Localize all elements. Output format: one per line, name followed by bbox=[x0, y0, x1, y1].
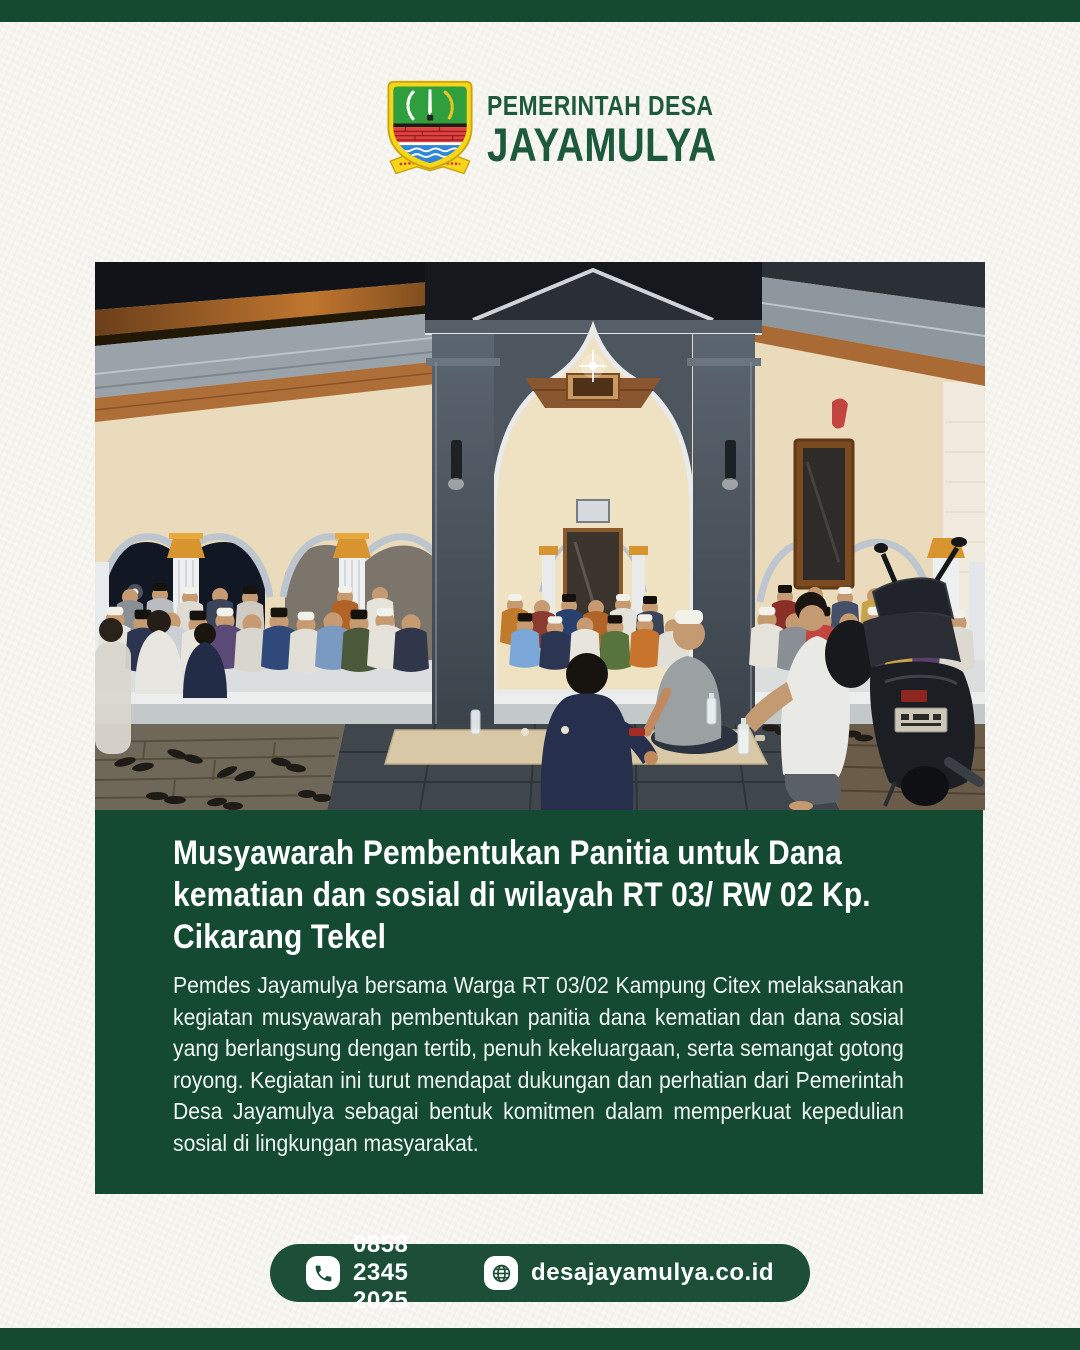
contact-bar bbox=[270, 1231, 810, 1314]
website-url: desajayamulya.co.id bbox=[531, 1259, 774, 1286]
phone-contact[interactable] bbox=[306, 1231, 448, 1315]
org-name-line1: PEMERINTAH DESA bbox=[487, 90, 714, 122]
news-panel bbox=[95, 810, 983, 1194]
news-title: Musyawarah Pembentukan Panitia untuk Dana kematian dan sosial di wilayah RT 03/ RW 02 Kp. Cikarang Tekel bbox=[173, 834, 871, 956]
event-photo bbox=[95, 262, 985, 810]
bottom-accent-bar bbox=[0, 1328, 1080, 1350]
village-crest-logo bbox=[381, 78, 479, 182]
news-body: Pemdes Jayamulya bersama Warga RT 03/02 Kampung Citex melaksanakan kegiatan musyawarah pembentukan panitia dana kematian dan dana sosial yang berlangsung dengan tertib, penuh kekeluargaan, serta semangat gotong royong. Kegiatan ini turut mendapat dukungan dan perhatian dari Pemerintah Desa Jayamulya sebagai bentuk komitmen dalam memperkuat kepedulian sosial di lingkungan masyarakat. bbox=[173, 972, 904, 1156]
top-accent-bar bbox=[0, 0, 1080, 22]
phone-icon bbox=[306, 1256, 340, 1290]
mosque-night-illustration bbox=[95, 262, 985, 810]
website-contact[interactable] bbox=[484, 1256, 774, 1290]
org-name-block bbox=[487, 90, 717, 171]
org-name-line2: JAYAMULYA bbox=[487, 117, 717, 171]
globe-icon bbox=[484, 1256, 518, 1290]
header bbox=[0, 78, 1080, 182]
phone-number: 0858 2345 2025 bbox=[353, 1231, 409, 1314]
